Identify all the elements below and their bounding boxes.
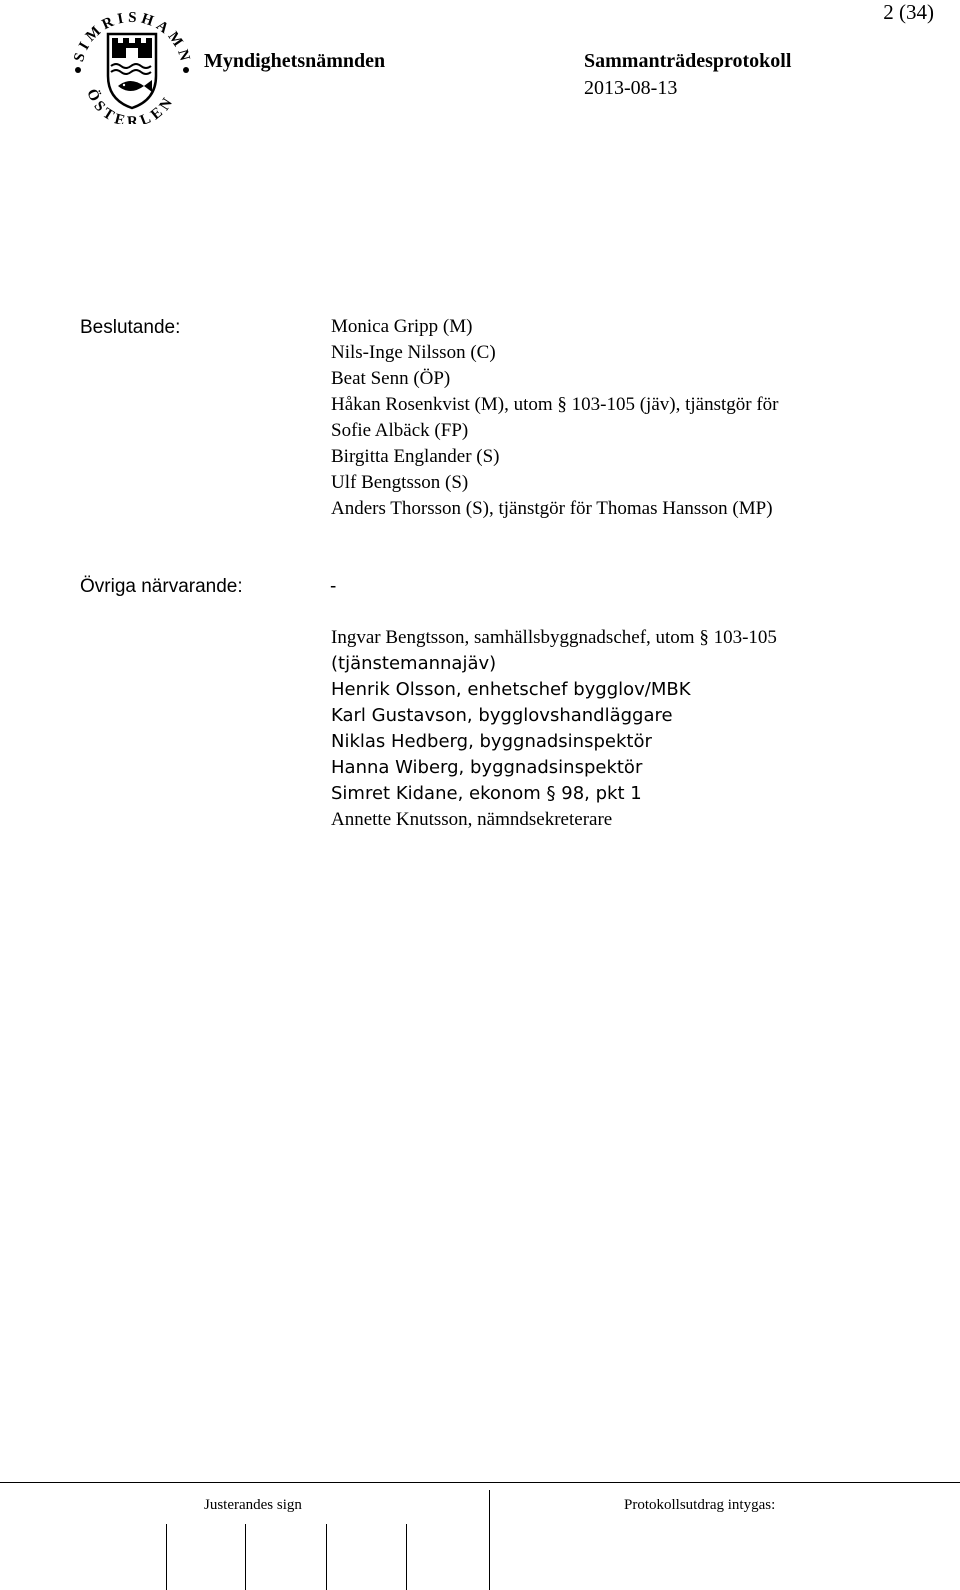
list-item: Nils-Inge Nilsson (C) [331, 342, 496, 363]
signature-box-divider [166, 1524, 167, 1590]
decision-makers-list [331, 314, 778, 522]
list-item: Birgitta Englander (S) [331, 446, 500, 467]
committee-name: Myndighetsnämnden [204, 50, 386, 72]
logo-graphic [68, 6, 196, 124]
list-item: Simret Kidane, ekonom § 98, pkt 1 [331, 783, 642, 804]
svg-text:SIMRISHAMN: SIMRISHAMN [71, 9, 194, 67]
list-item: Monica Gripp (M) [331, 316, 473, 337]
list-item: Anders Thorsson (S), tjänstgör för Thomas Hansson (MP) [331, 498, 773, 519]
list-item: Henrik Olsson, enhetschef bygglov/MBK [331, 679, 691, 700]
certification-label: Protokollsutdrag intygas: [624, 1497, 776, 1513]
simrishamn-coat-of-arms-logo [68, 6, 196, 124]
page-number: 2 (34) [883, 0, 934, 24]
list-item: Niklas Hedberg, byggnadsinspektör [331, 731, 652, 752]
signature-box-divider [245, 1524, 246, 1590]
others-present-list [331, 625, 777, 833]
list-item: Annette Knutsson, nämndsekreterare [331, 809, 613, 830]
list-item: Ingvar Bengtsson, samhällsbyggnadschef, utom § 103-105 [331, 627, 777, 648]
list-item: Håkan Rosenkvist (M), utom § 103-105 (jäv), tjänstgör för [331, 394, 779, 415]
document-type: Sammanträdesprotokoll [584, 50, 792, 72]
list-item: Karl Gustavson, bygglovshandläggare [331, 705, 673, 726]
list-item: (tjänstemannajäv) [331, 653, 497, 674]
list-item: Sofie Albäck (FP) [331, 420, 469, 441]
others-present-dash: - [330, 576, 337, 597]
signature-box-divider [326, 1524, 327, 1590]
footer-divider [0, 1482, 960, 1483]
signature-label: Justerandes sign [204, 1497, 302, 1513]
decision-makers-label: Beslutande: [80, 317, 181, 338]
svg-text:ÖSTERLEN: ÖSTERLEN [83, 86, 179, 124]
list-item: Beat Senn (ÖP) [331, 368, 451, 389]
signature-box-divider [489, 1490, 490, 1590]
meeting-date: 2013-08-13 [584, 77, 678, 99]
others-present-label: Övriga närvarande: [80, 576, 243, 597]
signature-box-divider [406, 1524, 407, 1590]
list-item: Hanna Wiberg, byggnadsinspektör [331, 757, 643, 778]
list-item: Ulf Bengtsson (S) [331, 472, 469, 493]
